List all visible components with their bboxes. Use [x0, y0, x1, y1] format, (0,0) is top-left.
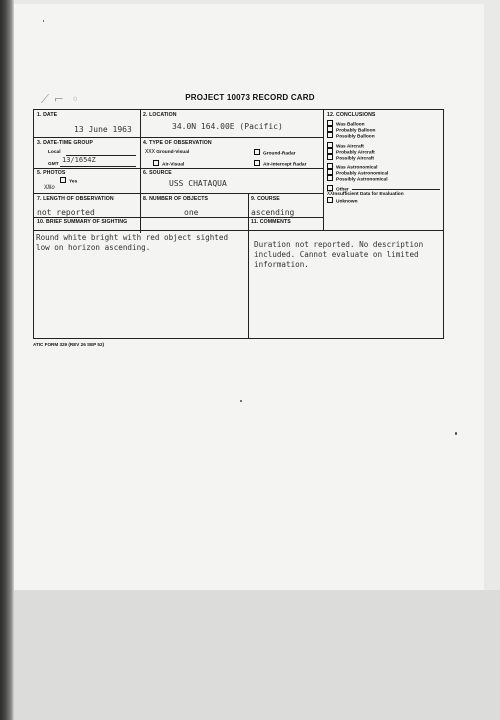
observation-type-label: 4. TYPE OF OBSERVATION — [143, 140, 212, 146]
conclusion-label: Was Aircraft — [336, 144, 364, 150]
checkbox-icon — [327, 197, 333, 203]
conclusion-option[interactable] — [327, 197, 358, 205]
air-intercept-radar-option[interactable]: Air-Intercept Radar — [254, 160, 306, 168]
location-label: 2. LOCATION — [143, 112, 177, 118]
scan-speck — [240, 400, 242, 402]
conclusion-label: Probably Aircraft — [336, 150, 375, 156]
local-label: Local — [48, 150, 61, 155]
conclusion-label: Was Balloon — [336, 122, 365, 128]
course-label: 9. COURSE — [251, 196, 280, 202]
date-label: 1. DATE — [37, 112, 58, 118]
scan-edge — [0, 0, 14, 720]
source-label: 6. SOURCE — [143, 170, 172, 176]
conclusion-option[interactable] — [327, 175, 388, 183]
form-footer: ATIC FORM 329 (REV 26 SEP 52) — [33, 342, 105, 347]
source-value: USS CHATAQUA — [169, 179, 227, 188]
course-value: ascending — [251, 208, 295, 217]
page-bottom-band — [14, 590, 500, 720]
photos-yes-option[interactable]: Yes — [60, 177, 77, 185]
datetime-label: 3. DATE-TIME GROUP — [37, 140, 93, 146]
ground-radar-option[interactable]: Ground-Radar — [254, 149, 296, 157]
conclusion-label: Was Astronomical — [336, 165, 378, 171]
record-card-grid — [33, 109, 444, 339]
photos-no-option[interactable]: XNo — [44, 184, 55, 191]
length-value: not reported — [37, 208, 95, 217]
summary-value: Round white bright with red object sighted low on horizon ascending. — [36, 233, 229, 252]
gmt-value: 13/1654Z — [62, 156, 96, 164]
num-objects-label: 8. NUMBER OF OBJECTS — [143, 196, 209, 202]
checked-mark: XX — [327, 191, 334, 197]
conclusion-label: Possibly Balloon — [336, 134, 375, 140]
comments-value: Duration not reported. No description included. Cannot evaluate on limited information. — [254, 240, 424, 269]
checkbox-icon — [327, 132, 333, 138]
conclusion-label: Unknown — [336, 199, 358, 205]
conclusion-label: Insufficient Data for Evaluation — [333, 192, 404, 197]
conclusions-label: 12. CONCLUSIONS — [327, 112, 376, 118]
length-label: 7. LENGTH OF OBSERVATION — [37, 196, 114, 202]
conclusion-label: Other — [336, 187, 349, 193]
num-objects-value: one — [184, 208, 199, 217]
summary-label: 10. BRIEF SUMMARY OF SIGHTING — [37, 219, 128, 225]
ground-visual-option[interactable]: XXX Ground-Visual — [145, 149, 190, 155]
conclusion-label: Probably Balloon — [336, 128, 376, 134]
scan-speck — [455, 432, 457, 435]
handwritten-scribble: ⁄ ⌐ ◦ — [44, 92, 81, 106]
conclusion-option[interactable] — [327, 132, 375, 140]
photos-label: 5. PHOTOS — [37, 170, 66, 176]
air-visual-option[interactable]: Air-Visual — [153, 160, 184, 168]
comments-label: 11. COMMENTS — [251, 219, 291, 225]
conclusion-label: Possibly Astronomical — [336, 177, 388, 183]
conclusion-label: Possibly Aircraft — [336, 156, 374, 162]
scan-speck — [43, 20, 44, 22]
card-title: PROJECT 10073 RECORD CARD — [185, 93, 315, 102]
checkbox-icon — [327, 154, 333, 160]
gmt-label: GMT — [48, 162, 59, 167]
conclusion-label: Probably Astronomical — [336, 171, 389, 177]
conclusion-option[interactable] — [327, 154, 374, 162]
checked-mark: XXX — [145, 149, 155, 155]
date-value: 13 June 1963 — [74, 125, 132, 134]
location-value: 34.0N 164.00E (Pacific) — [172, 122, 283, 131]
checkbox-icon — [327, 175, 333, 181]
